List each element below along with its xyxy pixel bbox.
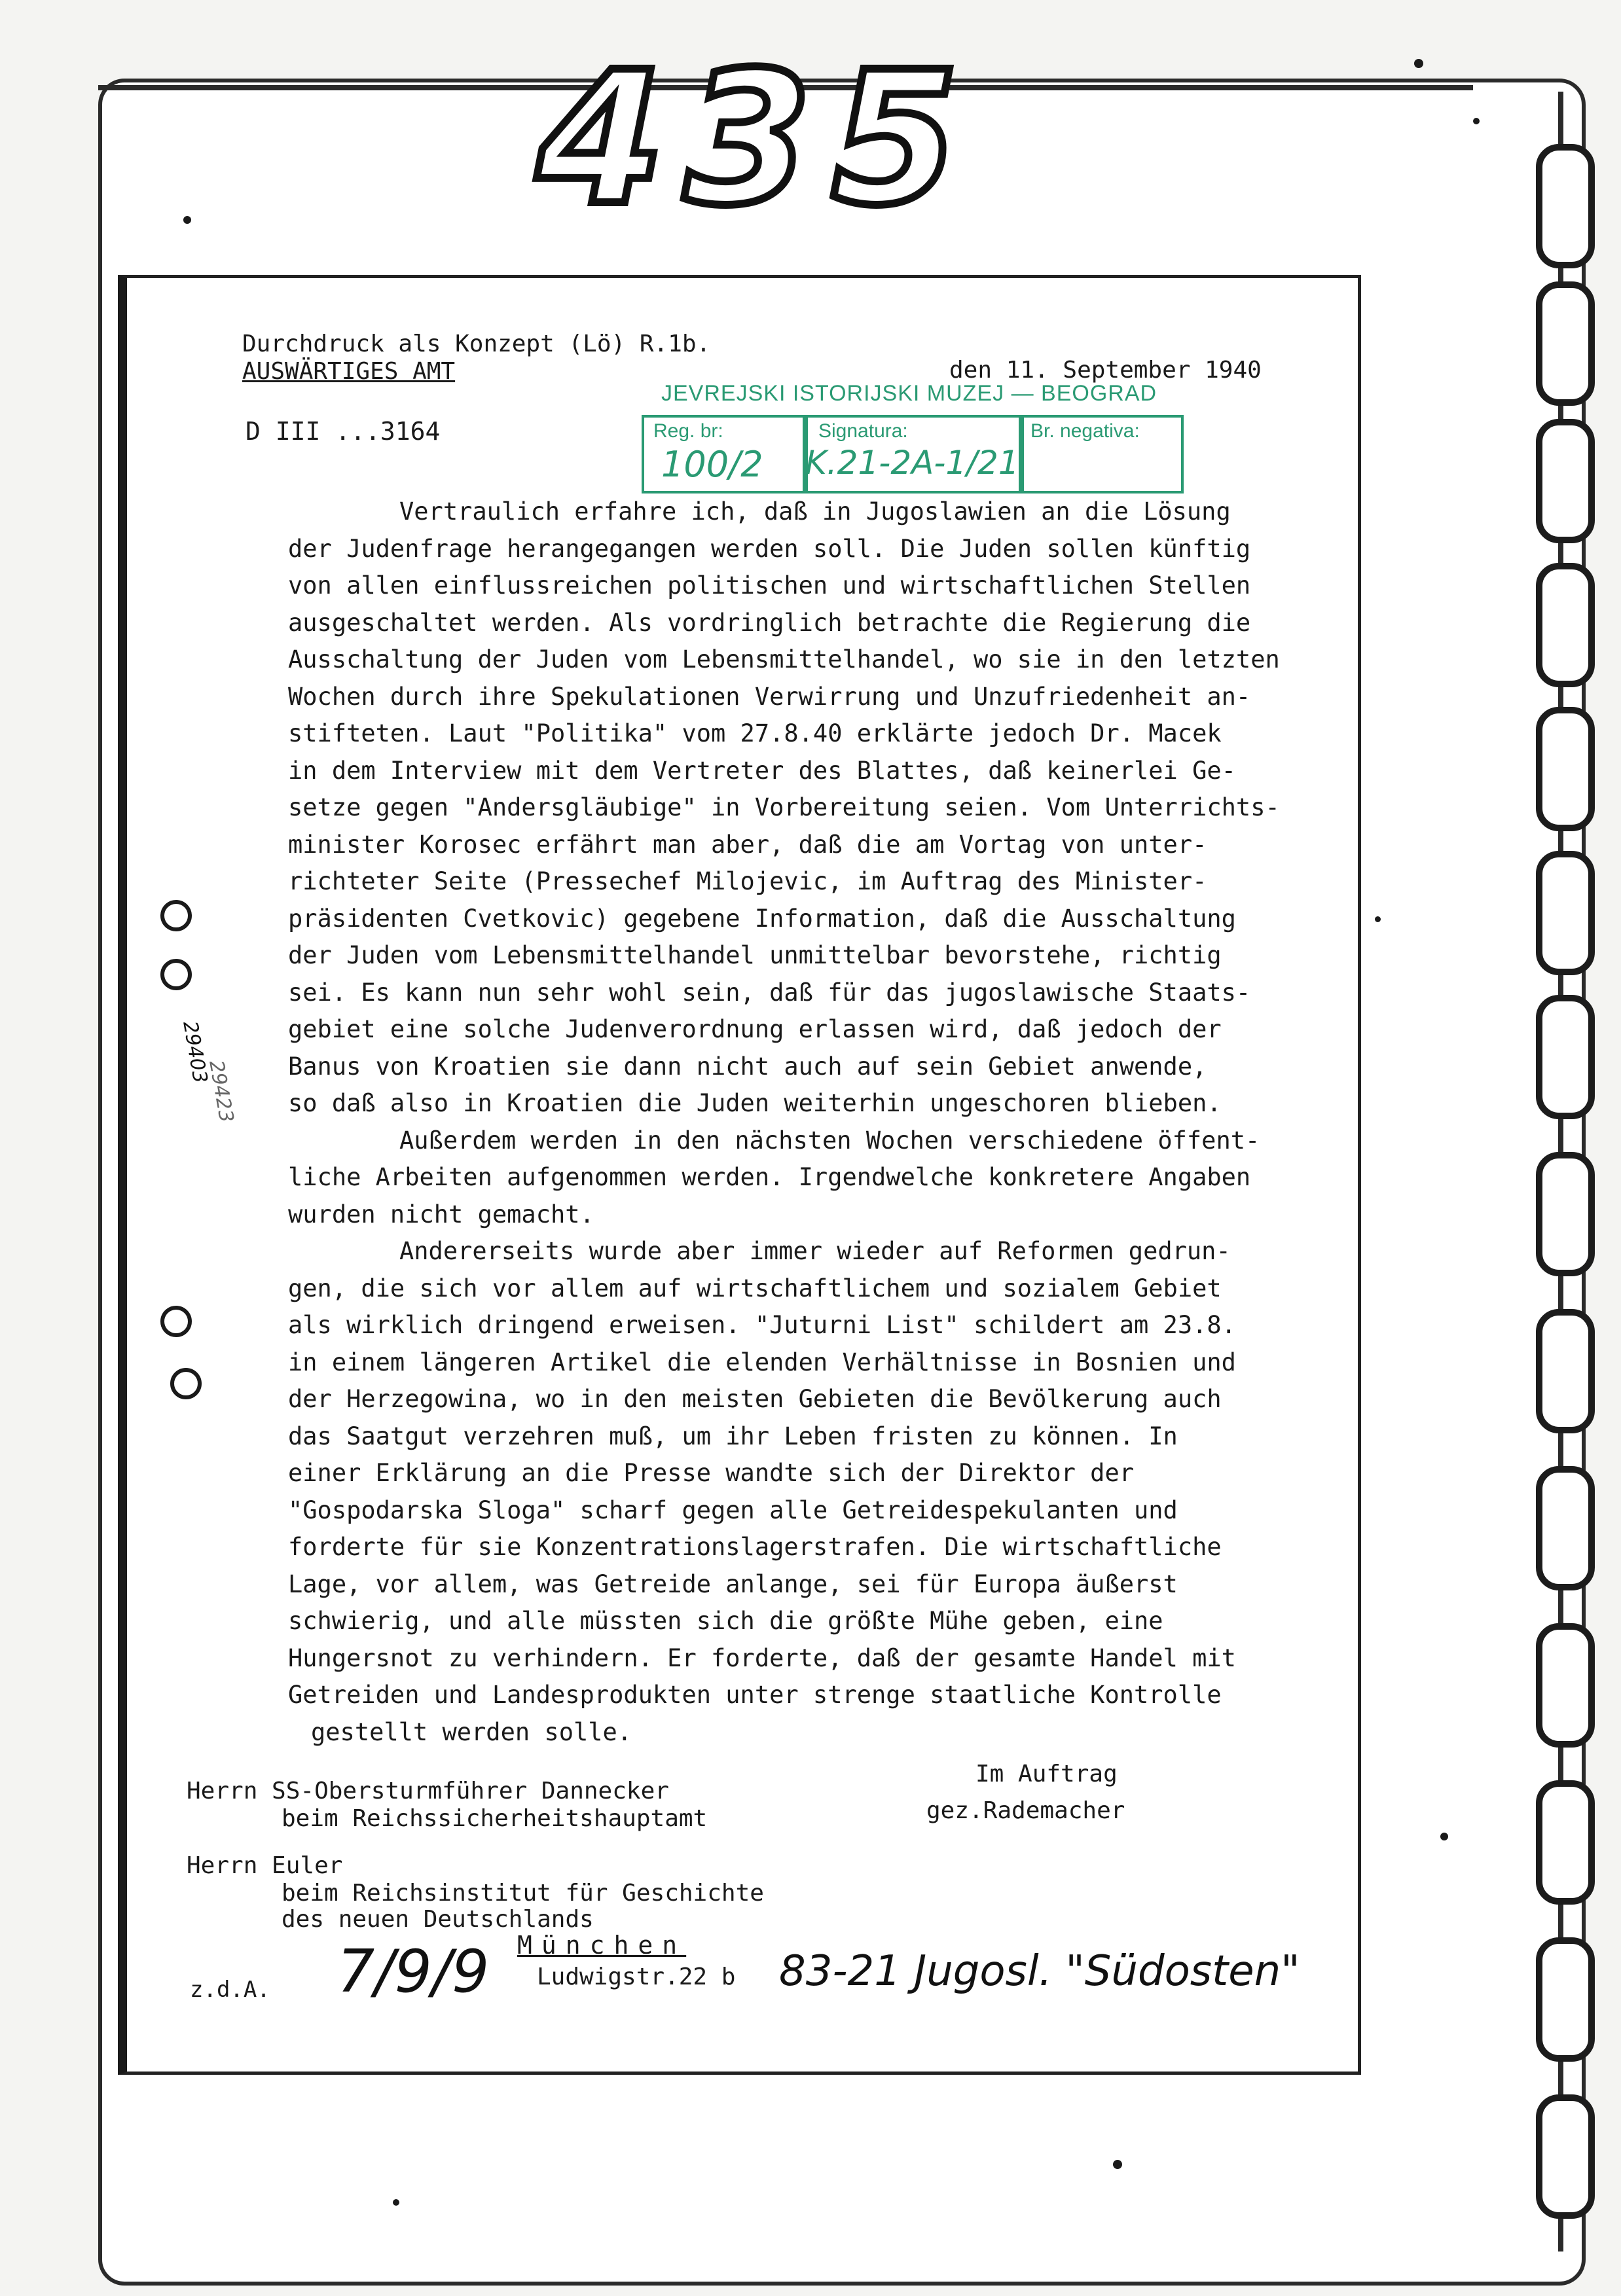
binder-slot bbox=[1536, 1780, 1595, 1905]
recipient-2-office: beim Reichsinstitut für Geschichte bbox=[282, 1880, 764, 1907]
binder-slot bbox=[1536, 563, 1595, 687]
binder-slot bbox=[1536, 707, 1595, 831]
body-line: einer Erklärung an die Presse wandte sich der Direktor der bbox=[288, 1459, 1135, 1487]
photocopy-speck bbox=[1414, 59, 1423, 68]
body-line: minister Korosec erfährt man aber, daß die am Vortag von unter- bbox=[288, 830, 1207, 859]
body-line: in dem Interview mit dem Vertreter des Blattes, daß keinerlei Ge- bbox=[288, 756, 1236, 785]
body-line: der Judenfrage herangegangen werden soll. Die Juden sollen künftig bbox=[288, 534, 1251, 563]
binder-slot bbox=[1536, 1152, 1595, 1276]
photocopy-speck bbox=[393, 2199, 399, 2206]
recipient-1-office: beim Reichssicherheitshauptamt bbox=[282, 1805, 708, 1832]
body-line: forderte für sie Konzentrationslagerstrafen. Die wirtschaftliche bbox=[288, 1533, 1222, 1561]
body-line: schwierig, und alle müssten sich die größte Mühe geben, eine bbox=[288, 1607, 1163, 1635]
body-line: Wochen durch ihre Spekulationen Verwirrung und Unzufriedenheit an- bbox=[288, 682, 1251, 711]
stamp-sig-value: K.21-2A-1/21 bbox=[805, 444, 1019, 482]
body-line: das Saatgut verzehren muß, um ihr Leben fristen zu können. In bbox=[288, 1422, 1178, 1450]
footer-hand-date: 7/9/9 bbox=[337, 1937, 490, 2006]
body-line: Getreiden und Landesprodukten unter strenge staatliche Kontrolle bbox=[288, 1681, 1222, 1709]
body-line: präsidenten Cvetkovic) gegebene Information, daß die Ausschaltung bbox=[288, 904, 1236, 933]
margin-note: 29423 bbox=[204, 1058, 238, 1124]
museum-stamp-title: JEVREJSKI ISTORIJSKI MUZEJ — BEOGRAD bbox=[661, 381, 1157, 406]
body-line: Andererseits wurde aber immer wieder auf Reformen gedrun- bbox=[399, 1237, 1231, 1265]
photocopy-speck bbox=[1375, 916, 1381, 922]
binder-slot bbox=[1536, 419, 1595, 543]
archive-number: 435 bbox=[537, 33, 979, 246]
punch-hole bbox=[160, 900, 192, 931]
binder-slot bbox=[1536, 2094, 1595, 2219]
recipient-2-city: München bbox=[517, 1931, 687, 1960]
body-line: Außerdem werden in den nächsten Wochen verschiedene öffent- bbox=[399, 1126, 1260, 1155]
photocopy-speck bbox=[1473, 118, 1480, 124]
margin-note: 29403 bbox=[178, 1019, 212, 1085]
body-line: gestellt werden solle. bbox=[311, 1717, 632, 1746]
footer-hand-note: 83-21 Jugosl. "Südosten" bbox=[779, 1947, 1300, 1996]
body-line: Ausschaltung der Juden vom Lebensmittelhandel, wo sie in den letzten bbox=[288, 645, 1280, 673]
body-line: Vertraulich erfahre ich, daß in Jugoslawien an die Lösung bbox=[399, 497, 1231, 526]
stamp-neg-label: Br. negativa: bbox=[1030, 420, 1140, 442]
body-line: als wirklich dringend erweisen. "Juturni List" schildert am 23.8. bbox=[288, 1311, 1236, 1339]
body-line: gebiet eine solche Judenverordnung erlassen wird, daß jedoch der bbox=[288, 1015, 1222, 1043]
binder-slot bbox=[1536, 851, 1595, 975]
body-line: ausgeschaltet werden. Als vordringlich betrachte die Regierung die bbox=[288, 608, 1251, 637]
photocopy-speck bbox=[1113, 2160, 1122, 2169]
signature-name: gez.Rademacher bbox=[926, 1797, 1125, 1824]
punch-hole bbox=[160, 959, 192, 990]
header-office: AUSWÄRTIGES AMT bbox=[242, 358, 456, 385]
body-line: Banus von Kroatien sie dann nicht auch auf sein Gebiet anwende, bbox=[288, 1052, 1207, 1081]
recipient-1-name: Herrn SS-Obersturmführer Dannecker bbox=[187, 1778, 669, 1804]
body-line: Lage, vor allem, was Getreide anlange, sei für Europa äußerst bbox=[288, 1570, 1178, 1598]
body-line: wurden nicht gemacht. bbox=[288, 1200, 594, 1229]
stamp-reg-value: 100/2 bbox=[661, 444, 763, 485]
binder-slot bbox=[1536, 281, 1595, 406]
body-line: Hungersnot zu verhindern. Er forderte, daß der gesamte Handel mit bbox=[288, 1643, 1236, 1672]
body-line: gen, die sich vor allem auf wirtschaftlichem und sozialem Gebiet bbox=[288, 1274, 1222, 1302]
photocopy-speck bbox=[183, 216, 191, 224]
footer-zda: z.d.A. bbox=[190, 1977, 270, 2003]
body-line: in einem längeren Artikel die elenden Verhältnisse in Bosnien und bbox=[288, 1348, 1236, 1376]
binder-slot bbox=[1536, 1623, 1595, 1748]
body-line: sei. Es kann nun sehr wohl sein, daß für das jugoslawische Staats- bbox=[288, 978, 1251, 1007]
body-line: richteter Seite (Pressechef Milojevic, im Auftrag des Minister- bbox=[288, 867, 1207, 895]
punch-hole bbox=[160, 1306, 192, 1337]
binder-slot bbox=[1536, 1937, 1595, 2062]
header-reference: D III ...3164 bbox=[246, 417, 441, 446]
recipient-2-street: Ludwigstr.22 b bbox=[537, 1964, 736, 1990]
photocopy-speck bbox=[1440, 1833, 1448, 1840]
body-line: so daß also in Kroatien die Juden weiterhin ungeschoren blieben. bbox=[288, 1089, 1222, 1117]
binder-slot bbox=[1536, 144, 1595, 268]
header-date: den 11. September 1940 bbox=[949, 357, 1262, 384]
body-line: stifteten. Laut "Politika" vom 27.8.40 erklärte jedoch Dr. Macek bbox=[288, 719, 1222, 747]
stamp-sig-label: Signatura: bbox=[818, 420, 908, 442]
body-line: der Juden vom Lebensmittelhandel unmittelbar bevorstehe, richtig bbox=[288, 941, 1222, 969]
body-line: der Herzegowina, wo in den meisten Gebieten die Bevölkerung auch bbox=[288, 1385, 1222, 1413]
binder-slot bbox=[1536, 995, 1595, 1119]
recipient-2-name: Herrn Euler bbox=[187, 1852, 343, 1879]
body-line: setze gegen "Andersgläubige" in Vorbereitung seien. Vom Unterrichts- bbox=[288, 793, 1280, 821]
body-line: "Gospodarska Sloga" scharf gegen alle Getreidespekulanten und bbox=[288, 1496, 1178, 1524]
stamp-reg-label: Reg. br: bbox=[653, 420, 723, 442]
recipient-2-office-cont: des neuen Deutschlands bbox=[282, 1906, 594, 1933]
punch-hole bbox=[170, 1368, 202, 1399]
header-carbon-copy: Durchdruck als Konzept (Lö) R.1b. bbox=[242, 331, 711, 357]
binder-slot bbox=[1536, 1309, 1595, 1433]
signature-im-auftrag: Im Auftrag bbox=[975, 1761, 1118, 1787]
body-line: von allen einflussreichen politischen und wirtschaftlichen Stellen bbox=[288, 571, 1251, 600]
body-line: liche Arbeiten aufgenommen werden. Irgendwelche konkretere Angaben bbox=[288, 1163, 1251, 1191]
binder-slot bbox=[1536, 1466, 1595, 1590]
